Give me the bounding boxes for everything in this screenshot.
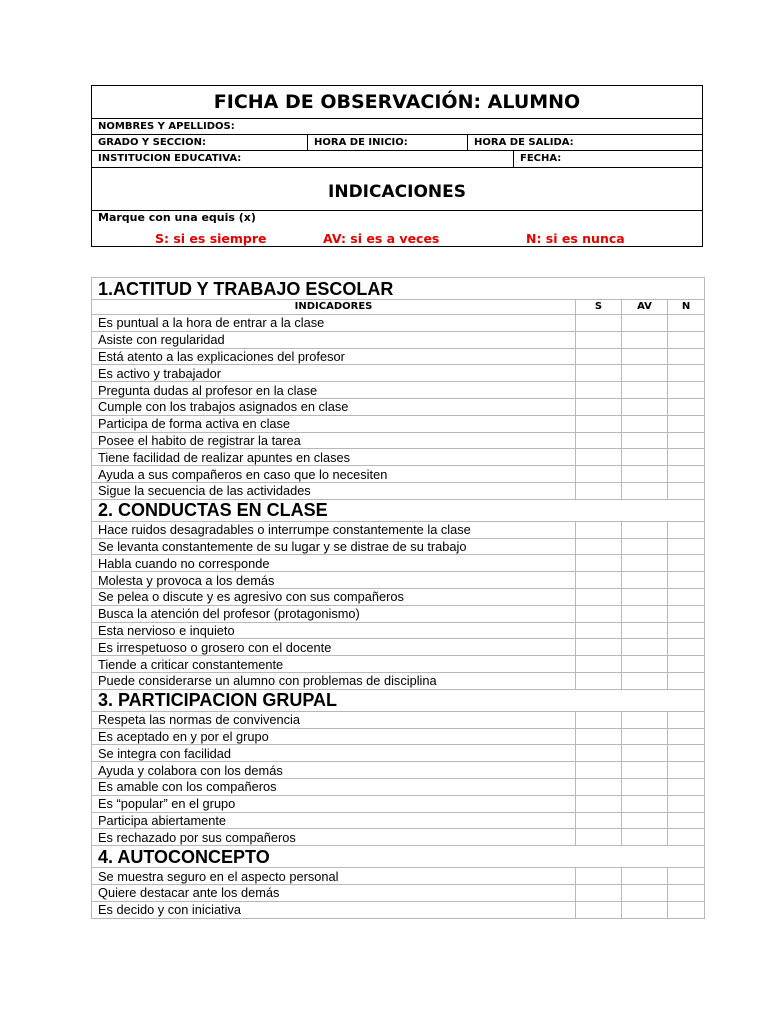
mark-cell-n[interactable] (668, 656, 705, 673)
mark-cell-s[interactable] (576, 745, 622, 762)
indicator-text: Es aceptado en y por el grupo (92, 728, 576, 745)
mark-cell-n[interactable] (668, 538, 705, 555)
table-row (92, 728, 705, 745)
table-row (92, 745, 705, 762)
mark-cell-av[interactable] (622, 778, 668, 795)
mark-cell-s[interactable] (576, 382, 622, 399)
mark-cell-n[interactable] (668, 432, 705, 449)
table-row (92, 778, 705, 795)
mark-cell-s[interactable] (576, 812, 622, 829)
field-institucion[interactable]: INSTITUCION EDUCATIVA: (98, 153, 242, 164)
mark-cell-n[interactable] (668, 466, 705, 483)
mark-cell-n[interactable] (668, 795, 705, 812)
indicator-text: Hace ruidos desagradables o interrumpe constantemente la clase (92, 521, 576, 538)
indicator-text: Cumple con los trabajos asignados en clase (92, 398, 576, 415)
indicator-text: Ayuda a sus compañeros en caso que lo necesiten (92, 466, 576, 483)
indicator-text: Es puntual a la hora de entrar a la clase (92, 315, 576, 332)
mark-cell-s[interactable] (576, 365, 622, 382)
mark-cell-av[interactable] (622, 538, 668, 555)
mark-cell-n[interactable] (668, 348, 705, 365)
mark-cell-av[interactable] (622, 711, 668, 728)
indicator-text: Es activo y trabajador (92, 365, 576, 382)
mark-cell-n[interactable] (668, 572, 705, 589)
mark-cell-s[interactable] (576, 315, 622, 332)
mark-cell-av[interactable] (622, 382, 668, 399)
indicator-text: Quiere destacar ante los demás (92, 884, 576, 901)
table-row (92, 348, 705, 365)
mark-cell-n[interactable] (668, 672, 705, 689)
mark-cell-s[interactable] (576, 672, 622, 689)
mark-cell-av[interactable] (622, 365, 668, 382)
mark-cell-av[interactable] (622, 315, 668, 332)
mark-cell-av[interactable] (622, 884, 668, 901)
section-title: 2. CONDUCTAS EN CLASE (92, 499, 705, 521)
field-hora-inicio[interactable]: HORA DE INICIO: (307, 135, 467, 150)
mark-cell-av[interactable] (622, 555, 668, 572)
mark-cell-n[interactable] (668, 901, 705, 918)
indicator-text: Es rechazado por sus compañeros (92, 829, 576, 846)
header-row-names (92, 119, 702, 135)
table-row (92, 382, 705, 399)
section-header (92, 499, 705, 521)
mark-cell-s[interactable] (576, 572, 622, 589)
mark-cell-n[interactable] (668, 365, 705, 382)
column-header-indicadores: INDICADORES (92, 300, 576, 315)
mark-cell-s[interactable] (576, 466, 622, 483)
mark-cell-s[interactable] (576, 588, 622, 605)
field-grado[interactable]: GRADO Y SECCION: (98, 137, 206, 148)
indicator-text: Participa abiertamente (92, 812, 576, 829)
mark-cell-s[interactable] (576, 901, 622, 918)
mark-cell-av[interactable] (622, 482, 668, 499)
mark-cell-n[interactable] (668, 331, 705, 348)
observation-table (91, 277, 705, 919)
mark-cell-n[interactable] (668, 449, 705, 466)
form-title: FICHA DE OBSERVACIÓN: ALUMNO (92, 86, 702, 119)
indicator-text: Se integra con facilidad (92, 745, 576, 762)
table-row (92, 315, 705, 332)
section-title: 4. AUTOCONCEPTO (92, 846, 705, 868)
table-row (92, 449, 705, 466)
header-row-institucion (92, 151, 702, 168)
mark-cell-av[interactable] (622, 812, 668, 829)
table-row (92, 622, 705, 639)
table-row (92, 521, 705, 538)
table-row (92, 829, 705, 846)
mark-cell-av[interactable] (622, 432, 668, 449)
mark-cell-s[interactable] (576, 728, 622, 745)
field-fecha[interactable]: FECHA: (513, 151, 702, 167)
legend-nunca: N: si es nunca (526, 231, 625, 246)
field-hora-salida[interactable]: HORA DE SALIDA: (467, 135, 702, 150)
table-row (92, 868, 705, 885)
indicator-text: Está atento a las explicaciones del profesor (92, 348, 576, 365)
indicator-text: Es amable con los compañeros (92, 778, 576, 795)
mark-cell-av[interactable] (622, 762, 668, 779)
table-row (92, 711, 705, 728)
indicator-text: Busca la atención del profesor (protagonismo) (92, 605, 576, 622)
table-row (92, 398, 705, 415)
mark-cell-av[interactable] (622, 398, 668, 415)
column-header-row (92, 300, 705, 315)
mark-cell-s[interactable] (576, 415, 622, 432)
mark-cell-av[interactable] (622, 331, 668, 348)
mark-cell-n[interactable] (668, 868, 705, 885)
mark-cell-n[interactable] (668, 829, 705, 846)
mark-cell-s[interactable] (576, 521, 622, 538)
indicator-text: Pregunta dudas al profesor en la clase (92, 382, 576, 399)
table-row (92, 884, 705, 901)
mark-cell-s[interactable] (576, 432, 622, 449)
mark-cell-s[interactable] (576, 778, 622, 795)
column-header-s: S (576, 300, 622, 315)
mark-cell-av[interactable] (622, 466, 668, 483)
mark-cell-av[interactable] (622, 795, 668, 812)
table-row (92, 555, 705, 572)
table-row (92, 365, 705, 382)
mark-cell-n[interactable] (668, 711, 705, 728)
column-header-av: AV (622, 300, 668, 315)
mark-cell-av[interactable] (622, 639, 668, 656)
indicator-text: Respeta las normas de convivencia (92, 711, 576, 728)
mark-cell-n[interactable] (668, 639, 705, 656)
section-header (92, 689, 705, 711)
mark-cell-n[interactable] (668, 482, 705, 499)
table-row (92, 605, 705, 622)
table-row (92, 538, 705, 555)
column-header-n: N (668, 300, 705, 315)
table-row (92, 588, 705, 605)
mark-cell-n[interactable] (668, 588, 705, 605)
observation-header (91, 85, 703, 247)
indicator-text: Sigue la secuencia de las actividades (92, 482, 576, 499)
table-row (92, 415, 705, 432)
mark-cell-s[interactable] (576, 331, 622, 348)
section-header (92, 846, 705, 868)
mark-cell-s[interactable] (576, 656, 622, 673)
section-title: 3. PARTICIPACION GRUPAL (92, 689, 705, 711)
mark-cell-s[interactable] (576, 555, 622, 572)
mark-cell-av[interactable] (622, 415, 668, 432)
mark-cell-n[interactable] (668, 605, 705, 622)
mark-cell-s[interactable] (576, 348, 622, 365)
mark-cell-av[interactable] (622, 829, 668, 846)
indicator-text: Tiene facilidad de realizar apuntes en clases (92, 449, 576, 466)
mark-cell-n[interactable] (668, 778, 705, 795)
legend-a-veces: AV: si es a veces (323, 231, 440, 246)
table-row (92, 572, 705, 589)
mark-cell-s[interactable] (576, 884, 622, 901)
mark-cell-n[interactable] (668, 398, 705, 415)
mark-cell-n[interactable] (668, 382, 705, 399)
mark-cell-s[interactable] (576, 829, 622, 846)
table-row (92, 762, 705, 779)
indicator-text: Habla cuando no corresponde (92, 555, 576, 572)
mark-cell-av[interactable] (622, 745, 668, 762)
mark-cell-av[interactable] (622, 588, 668, 605)
mark-cell-av[interactable] (622, 672, 668, 689)
field-nombres[interactable]: NOMBRES Y APELLIDOS: (98, 121, 235, 132)
mark-cell-s[interactable] (576, 449, 622, 466)
indicator-text: Es decido y con iniciativa (92, 901, 576, 918)
mark-cell-s[interactable] (576, 711, 622, 728)
mark-cell-s[interactable] (576, 482, 622, 499)
mark-cell-s[interactable] (576, 868, 622, 885)
indicator-text: Tiende a criticar constantemente (92, 656, 576, 673)
indicator-text: Es irrespetuoso o grosero con el docente (92, 639, 576, 656)
mark-cell-av[interactable] (622, 449, 668, 466)
indicator-text: Es “popular” en el grupo (92, 795, 576, 812)
mark-cell-n[interactable] (668, 745, 705, 762)
mark-cell-n[interactable] (668, 884, 705, 901)
mark-cell-n[interactable] (668, 812, 705, 829)
mark-cell-av[interactable] (622, 656, 668, 673)
indicator-text: Molesta y provoca a los demás (92, 572, 576, 589)
table-row (92, 812, 705, 829)
mark-cell-s[interactable] (576, 762, 622, 779)
mark-cell-s[interactable] (576, 605, 622, 622)
indicator-text: Posee el habito de registrar la tarea (92, 432, 576, 449)
mark-cell-n[interactable] (668, 762, 705, 779)
mark-cell-av[interactable] (622, 622, 668, 639)
table-row (92, 795, 705, 812)
section-header (92, 278, 705, 300)
mark-cell-av[interactable] (622, 728, 668, 745)
mark-cell-av[interactable] (622, 901, 668, 918)
indicator-text: Se levanta constantemente de su lugar y se distrae de su trabajo (92, 538, 576, 555)
table-row (92, 432, 705, 449)
mark-cell-av[interactable] (622, 521, 668, 538)
header-row-grado (92, 135, 702, 151)
mark-cell-s[interactable] (576, 639, 622, 656)
mark-cell-s[interactable] (576, 398, 622, 415)
mark-cell-n[interactable] (668, 415, 705, 432)
indicator-text: Participa de forma activa en clase (92, 415, 576, 432)
indicator-text: Puede considerarse un alumno con problemas de disciplina (92, 672, 576, 689)
table-row (92, 331, 705, 348)
legend-siempre: S: si es siempre (155, 231, 267, 246)
table-row (92, 672, 705, 689)
mark-cell-av[interactable] (622, 572, 668, 589)
mark-cell-n[interactable] (668, 728, 705, 745)
instruction-text: Marque con una equis (x) (92, 210, 702, 225)
table-row (92, 482, 705, 499)
indicator-text: Asiste con regularidad (92, 331, 576, 348)
table-row (92, 639, 705, 656)
table-row (92, 656, 705, 673)
mark-cell-s[interactable] (576, 622, 622, 639)
section-title: 1.ACTITUD Y TRABAJO ESCOLAR (92, 278, 705, 300)
mark-cell-av[interactable] (622, 348, 668, 365)
indicator-text: Se pelea o discute y es agresivo con sus compañeros (92, 588, 576, 605)
table-row (92, 901, 705, 918)
mark-cell-n[interactable] (668, 315, 705, 332)
mark-cell-av[interactable] (622, 868, 668, 885)
indicator-text: Se muestra seguro en el aspecto personal (92, 868, 576, 885)
mark-cell-s[interactable] (576, 538, 622, 555)
indicator-text: Esta nervioso e inquieto (92, 622, 576, 639)
indicaciones-title: INDICACIONES (328, 182, 466, 202)
table-row (92, 466, 705, 483)
mark-cell-av[interactable] (622, 605, 668, 622)
indicator-text: Ayuda y colabora con los demás (92, 762, 576, 779)
mark-cell-n[interactable] (668, 622, 705, 639)
mark-cell-s[interactable] (576, 795, 622, 812)
mark-cell-n[interactable] (668, 555, 705, 572)
mark-cell-n[interactable] (668, 521, 705, 538)
